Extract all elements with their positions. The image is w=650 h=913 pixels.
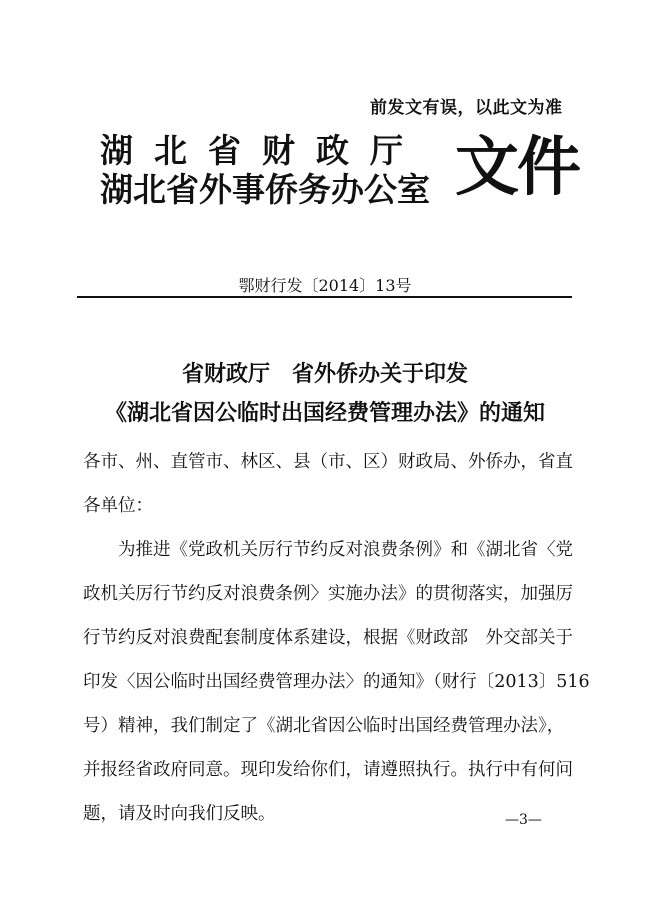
issuer-foreign-affairs-office: 湖北省外事侨务办公室 [100,170,430,209]
body-line: 题，请及时向我们反映。 [83,804,276,824]
addressee-line: 各市、州、直管市、林区、县（市、区）财政局、外侨办，省直 [83,452,573,472]
header-divider [77,296,572,298]
body-line: 行节约反对浪费配套制度体系建设，根据《财政部 外交部关于 [83,628,573,648]
notice-title-line1: 省财政厅 省外侨办关于印发 [181,362,468,387]
notice-title-line2: 《湖北省因公临时出国经费管理办法》的通知 [104,401,545,426]
issuer-finance-department: 湖北省财政厅 [100,131,424,170]
body-line: 政机关厉行节约反对浪费条例〉实施办法》的贯彻落实，加强厉 [83,584,573,604]
document-number: 鄂财行发〔2014〕13号 [238,276,412,295]
addressee-line: 各单位： [83,496,153,516]
page-number: —3— [505,812,542,828]
body-line: 印发〈因公临时出国经费管理办法〉的通知》（财行〔2013〕516 [83,672,590,692]
body-line: 并报经省政府同意。现印发给你们，请遵照执行。执行中有何问 [83,760,573,780]
body-line: 为推进《党政机关厉行节约反对浪费条例》和《湖北省〈党 [83,540,573,560]
correction-notice: 前发文有误，以此文为准 [370,98,563,118]
body-line: 号）精神，我们制定了《湖北省因公临时出国经费管理办法》， [83,716,565,736]
document-type-label: 文件 [455,131,579,205]
